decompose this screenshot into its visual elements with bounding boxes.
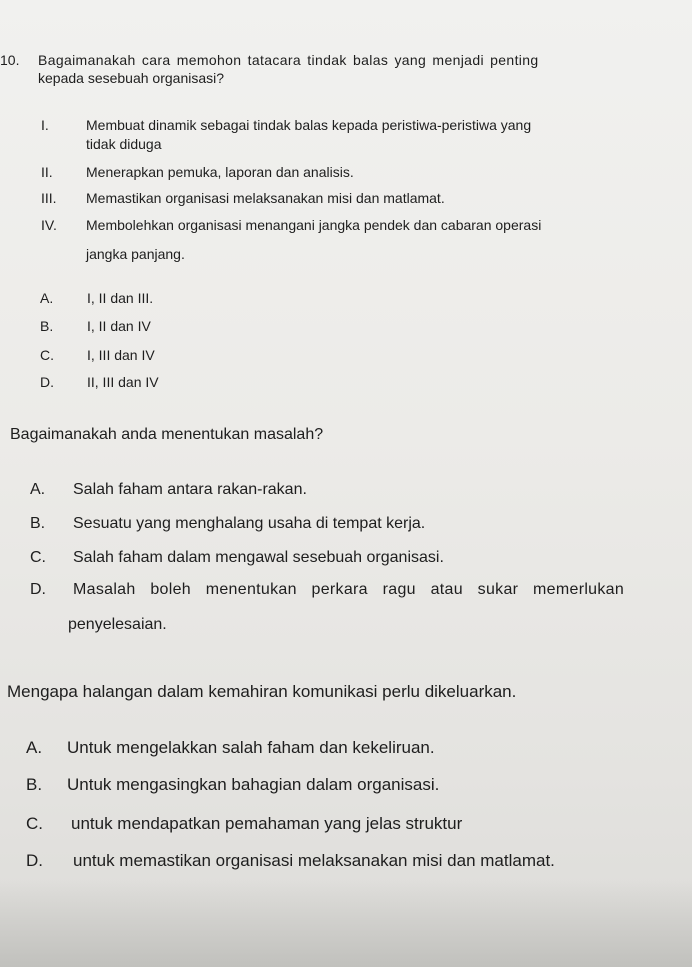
statement-numeral: III. <box>41 190 57 206</box>
option-text[interactable]: Sesuatu yang menghalang usaha di tempat kerja. <box>73 515 426 532</box>
question-number: 10. <box>0 52 20 68</box>
statement-text-continued: tidak diduga <box>86 136 162 152</box>
option-letter[interactable]: D. <box>30 581 46 598</box>
option-text[interactable]: Masalah boleh menentukan perkara ragu atau sukar memerlukan <box>73 581 625 598</box>
option-text-continued[interactable]: penyelesaian. <box>68 616 167 633</box>
statement-numeral: I. <box>41 117 49 133</box>
statement-text: Membolehkan organisasi menangani jangka pendek dan cabaran operasi <box>86 217 542 233</box>
option-letter[interactable]: D. <box>40 374 54 390</box>
photo-shadow <box>0 880 692 967</box>
question-text: Bagaimanakah cara memohon tatacara tindak balas yang menjadi penting <box>38 52 539 68</box>
option-text[interactable]: II, III dan IV <box>87 374 159 390</box>
option-letter[interactable]: B. <box>26 775 43 794</box>
option-text[interactable]: Untuk mengasingkan bahagian dalam organisasi. <box>67 775 440 794</box>
statement-numeral: IV. <box>41 217 57 233</box>
option-letter[interactable]: A. <box>26 738 43 757</box>
option-text[interactable]: untuk mendapatkan pemahaman yang jelas struktur <box>71 814 463 833</box>
option-text[interactable]: I, III dan IV <box>87 347 155 363</box>
option-text[interactable]: Salah faham antara rakan-rakan. <box>73 481 307 498</box>
option-letter[interactable]: B. <box>40 318 54 334</box>
question-text: Bagaimanakah anda menentukan masalah? <box>10 426 324 443</box>
option-letter[interactable]: C. <box>40 347 54 363</box>
question-text: Mengapa halangan dalam kemahiran komunikasi perlu dikeluarkan. <box>7 682 517 701</box>
option-text[interactable]: untuk memastikan organisasi melaksanakan misi dan matlamat. <box>73 851 555 870</box>
question-text-continued: kepada sesebuah organisasi? <box>38 70 225 86</box>
option-letter[interactable]: C. <box>26 814 43 833</box>
option-text[interactable]: I, II dan IV <box>87 318 151 334</box>
option-letter[interactable]: A. <box>40 290 54 306</box>
option-text[interactable]: I, II dan III. <box>87 290 154 306</box>
statement-text: Memastikan organisasi melaksanakan misi dan matlamat. <box>86 190 445 206</box>
option-text[interactable]: Salah faham dalam mengawal sesebuah organisasi. <box>73 549 444 566</box>
option-letter[interactable]: B. <box>30 515 46 532</box>
option-letter[interactable]: C. <box>30 549 46 566</box>
statement-text: Menerapkan pemuka, laporan dan analisis. <box>86 164 354 180</box>
option-letter[interactable]: D. <box>26 851 43 870</box>
option-text[interactable]: Untuk mengelakkan salah faham dan kekeliruan. <box>67 738 435 757</box>
statement-text: Membuat dinamik sebagai tindak balas kepada peristiwa-peristiwa yang <box>86 117 532 133</box>
statement-text-continued: jangka panjang. <box>86 246 185 262</box>
option-letter[interactable]: A. <box>30 481 46 498</box>
statement-numeral: II. <box>41 164 53 180</box>
